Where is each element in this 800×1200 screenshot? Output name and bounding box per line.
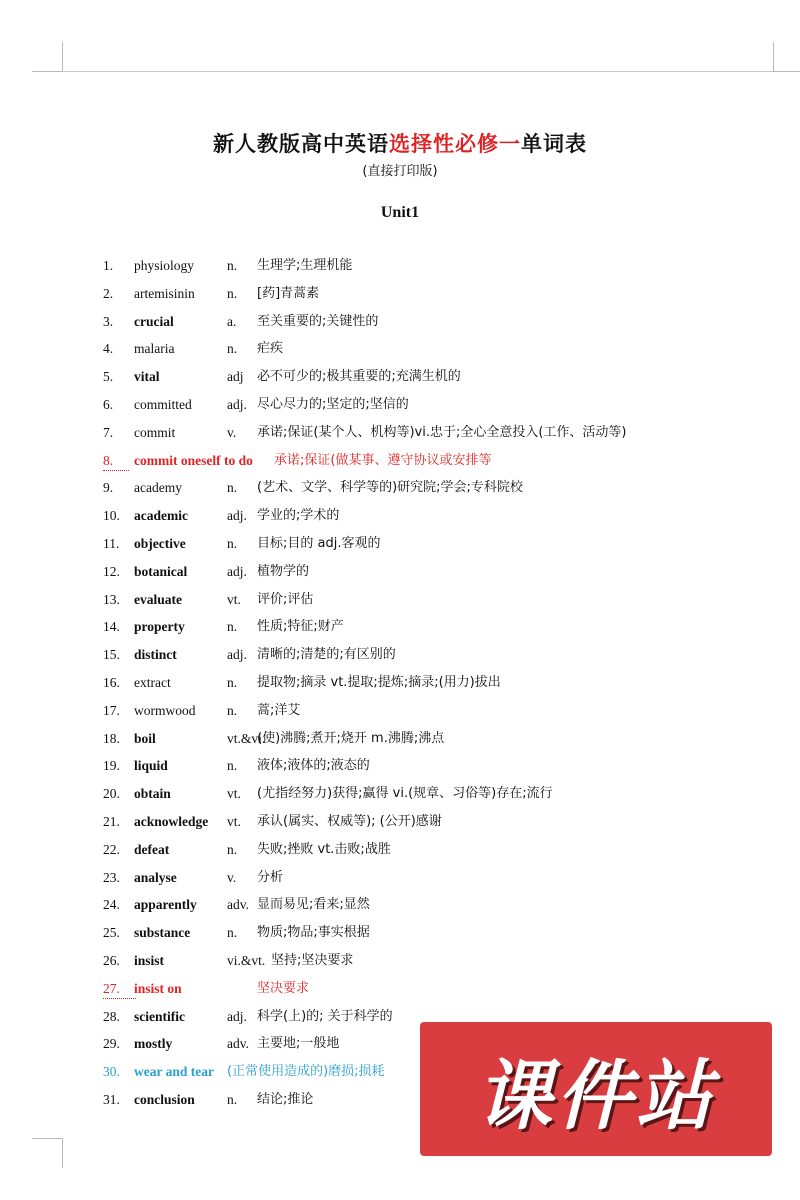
list-item	[0, 613, 800, 641]
item-definition: 失败;挫败 vt.击败;战胜	[257, 841, 391, 857]
item-word: academic	[134, 508, 188, 524]
item-number: 25.	[103, 925, 120, 941]
item-number: 7.	[103, 424, 114, 440]
item-number: 12.	[103, 563, 120, 579]
item-number: 16.	[103, 674, 120, 690]
item-word: extract	[134, 674, 171, 690]
item-word: malaria	[134, 341, 175, 357]
item-number: 1.	[103, 258, 114, 273]
item-number: 15.	[103, 647, 120, 663]
item-pos: adj.	[227, 647, 247, 663]
unit-heading: Unit1	[380, 204, 420, 221]
item-pos: v.	[227, 869, 237, 885]
item-definition: 植物学的	[257, 563, 310, 579]
item-number: 20.	[103, 786, 120, 802]
item-pos: adj.	[227, 396, 247, 412]
list-item	[0, 558, 800, 586]
title-prefix: 新人教版高中英语	[213, 131, 389, 156]
item-number: 21.	[103, 813, 120, 829]
item-word: obtain	[134, 786, 171, 802]
item-word: commit oneself to do	[134, 452, 253, 468]
item-word: wear and tear	[134, 1064, 214, 1080]
list-item	[0, 586, 800, 614]
list-item	[0, 502, 800, 530]
list-item	[0, 280, 800, 308]
item-number: 2.	[103, 285, 114, 301]
item-definition: 科学(上)的; 关于科学的	[257, 1008, 393, 1024]
list-item	[0, 725, 800, 753]
item-pos: n.	[227, 285, 238, 301]
item-number: 5.	[103, 369, 114, 385]
item-definition: 提取物;摘录 vt.提取;提炼;摘录;(用力)拔出	[257, 674, 501, 690]
crop-mark-bottom-left-v	[62, 1138, 63, 1168]
item-definition: 目标;目的 adj.客观的	[257, 535, 381, 551]
item-number: 6.	[103, 396, 114, 412]
list-item	[0, 363, 800, 391]
item-number: 30.	[103, 1064, 120, 1080]
item-word: academy	[134, 480, 182, 496]
item-definition: 分析	[257, 869, 284, 885]
item-number: 4.	[103, 341, 114, 357]
item-word: committed	[134, 396, 192, 412]
item-word: acknowledge	[134, 813, 209, 829]
item-number: 17.	[103, 702, 120, 718]
item-pos: n.	[227, 535, 238, 551]
item-number: 23.	[103, 869, 120, 885]
item-pos: n.	[227, 619, 238, 635]
item-word: wormwood	[134, 702, 196, 718]
item-word: liquid	[134, 758, 168, 774]
item-word: boil	[134, 730, 156, 746]
item-definition: 性质;特征;财产	[257, 619, 344, 635]
list-item	[0, 891, 800, 919]
item-pos: n.	[227, 341, 238, 357]
item-word: botanical	[134, 563, 188, 579]
item-word: objective	[134, 535, 186, 551]
item-pos: adj.	[227, 563, 247, 579]
item-definition: 蒿;洋艾	[257, 702, 301, 718]
item-pos: a.	[227, 313, 237, 329]
page-subtitle: (直接打印版)	[362, 164, 438, 179]
item-number: 28.	[103, 1008, 120, 1024]
list-item	[0, 864, 800, 892]
item-word: defeat	[134, 841, 170, 857]
item-definition: 物质;物品;事实根据	[257, 925, 370, 941]
crop-mark-bottom-left-h	[32, 1138, 62, 1139]
item-pos: n.	[227, 674, 238, 690]
list-item	[0, 836, 800, 864]
list-item	[0, 919, 800, 947]
item-pos: adj.	[227, 508, 247, 524]
item-number: 29.	[103, 1036, 120, 1052]
item-definition: 主要地;一般地	[257, 1036, 340, 1052]
crop-mark-top-left-h	[32, 71, 62, 72]
header-rule	[62, 71, 774, 72]
item-number: 19.	[103, 758, 120, 774]
item-word: evaluate	[134, 591, 182, 607]
item-pos: vt.&vi.	[227, 730, 266, 746]
vocabulary-list	[0, 252, 800, 1114]
item-pos: vt.	[227, 813, 241, 829]
item-number: 10.	[103, 508, 120, 524]
item-pos: vt.	[227, 591, 241, 607]
item-word: insist on	[134, 980, 182, 996]
item-word: vital	[134, 369, 160, 385]
item-word: distinct	[134, 647, 177, 663]
item-word: insist	[134, 952, 165, 968]
list-item	[0, 947, 800, 975]
item-number: 22.	[103, 841, 120, 857]
item-definition: (正常使用造成的)磨损;损耗	[227, 1064, 385, 1080]
item-definition: 疟疾	[257, 341, 284, 357]
list-item	[0, 530, 800, 558]
item-number: 14.	[103, 619, 120, 635]
item-definition: 必不可少的;极其重要的;充满生机的	[257, 369, 461, 385]
item-word: conclusion	[134, 1091, 195, 1107]
item-word: property	[134, 619, 185, 635]
crop-mark-top-left-v	[62, 42, 63, 72]
item-pos: adj.	[227, 1008, 247, 1024]
list-item	[0, 391, 800, 419]
item-pos: n.	[227, 480, 238, 496]
list-item	[0, 752, 800, 780]
item-definition: 承诺;保证(做某事、遵守协议或安排等	[274, 452, 492, 468]
item-definition: 坚决要求	[257, 980, 310, 996]
item-pos: n.	[227, 758, 238, 774]
item-pos: n.	[227, 925, 238, 941]
item-word: artemisinin	[134, 285, 195, 301]
item-number: 13.	[103, 591, 120, 607]
item-word: scientific	[134, 1008, 185, 1024]
crop-mark-top-right-v	[773, 42, 774, 72]
item-pos: adv.	[227, 897, 249, 913]
item-word: substance	[134, 925, 191, 941]
item-definition: 尽心尽力的;坚定的;坚信的	[257, 396, 409, 412]
watermark-text: 课件站	[476, 1050, 716, 1140]
item-definition: 结论;推论	[257, 1091, 314, 1107]
title-highlight: 选择性必修一	[389, 131, 521, 156]
item-pos: vi.&vt.	[227, 952, 266, 968]
item-word: physiology	[134, 258, 195, 273]
item-pos: n.	[227, 841, 238, 857]
item-pos: n.	[227, 258, 238, 273]
item-number: 3.	[103, 313, 114, 329]
item-number: 24.	[103, 897, 120, 913]
item-definition: (使)沸腾;煮开;烧开 m.沸腾;沸点	[257, 730, 445, 746]
item-number: 18.	[103, 730, 120, 746]
item-number: 27.	[103, 980, 136, 999]
item-definition: 生理学;生理机能	[257, 258, 353, 273]
item-pos: vt.	[227, 786, 241, 802]
item-definition: 坚持;坚决要求	[271, 952, 354, 968]
list-item	[0, 780, 800, 808]
item-number: 8.	[103, 452, 129, 471]
title-suffix: 单词表	[521, 131, 587, 156]
item-definition: 承诺;保证(某个人、机构等)vi.忠于;全心全意投入(工作、活动等)	[257, 424, 627, 440]
item-definition: [药]青蒿素	[257, 285, 320, 301]
item-word: commit	[134, 424, 176, 440]
item-definition: 学业的;学术的	[257, 508, 340, 524]
item-definition: 至关重要的;关键性的	[257, 313, 379, 329]
item-pos: n.	[227, 702, 238, 718]
item-word: analyse	[134, 869, 177, 885]
list-item	[0, 335, 800, 363]
list-item	[0, 474, 800, 502]
list-item	[0, 419, 800, 447]
item-definition: 承认(属实、权威等); (公开)感谢	[257, 813, 442, 829]
list-item	[0, 641, 800, 669]
item-word: crucial	[134, 313, 174, 329]
item-definition: (尤指经努力)获得;赢得 vi.(规章、习俗等)存在;流行	[257, 786, 553, 802]
page-title	[0, 128, 800, 158]
item-definition: 液体;液体的;液态的	[257, 758, 370, 774]
item-number: 9.	[103, 480, 114, 496]
list-item-phrase	[0, 975, 800, 1003]
item-number: 11.	[103, 535, 120, 551]
crop-mark-top-right-h	[774, 71, 800, 72]
item-pos: n.	[227, 1091, 238, 1107]
item-definition: (艺术、文学、科学等的)研究院;学会;专科院校	[257, 480, 523, 496]
item-word: mostly	[134, 1036, 173, 1052]
item-definition: 显而易见;看来;显然	[257, 897, 370, 913]
item-number: 31.	[103, 1091, 120, 1107]
item-word: apparently	[134, 897, 197, 913]
item-definition: 清晰的;清楚的;有区别的	[257, 647, 396, 663]
list-item	[0, 808, 800, 836]
list-item-phrase	[0, 447, 800, 475]
item-number: 26.	[103, 952, 120, 968]
list-item	[0, 252, 800, 280]
item-definition: 评价;评估	[257, 591, 314, 607]
item-pos: adj	[227, 369, 244, 385]
watermark-logo	[420, 1022, 772, 1156]
list-item	[0, 669, 800, 697]
list-item	[0, 697, 800, 725]
item-pos: v.	[227, 424, 237, 440]
item-pos: adv.	[227, 1036, 249, 1052]
list-item	[0, 308, 800, 336]
